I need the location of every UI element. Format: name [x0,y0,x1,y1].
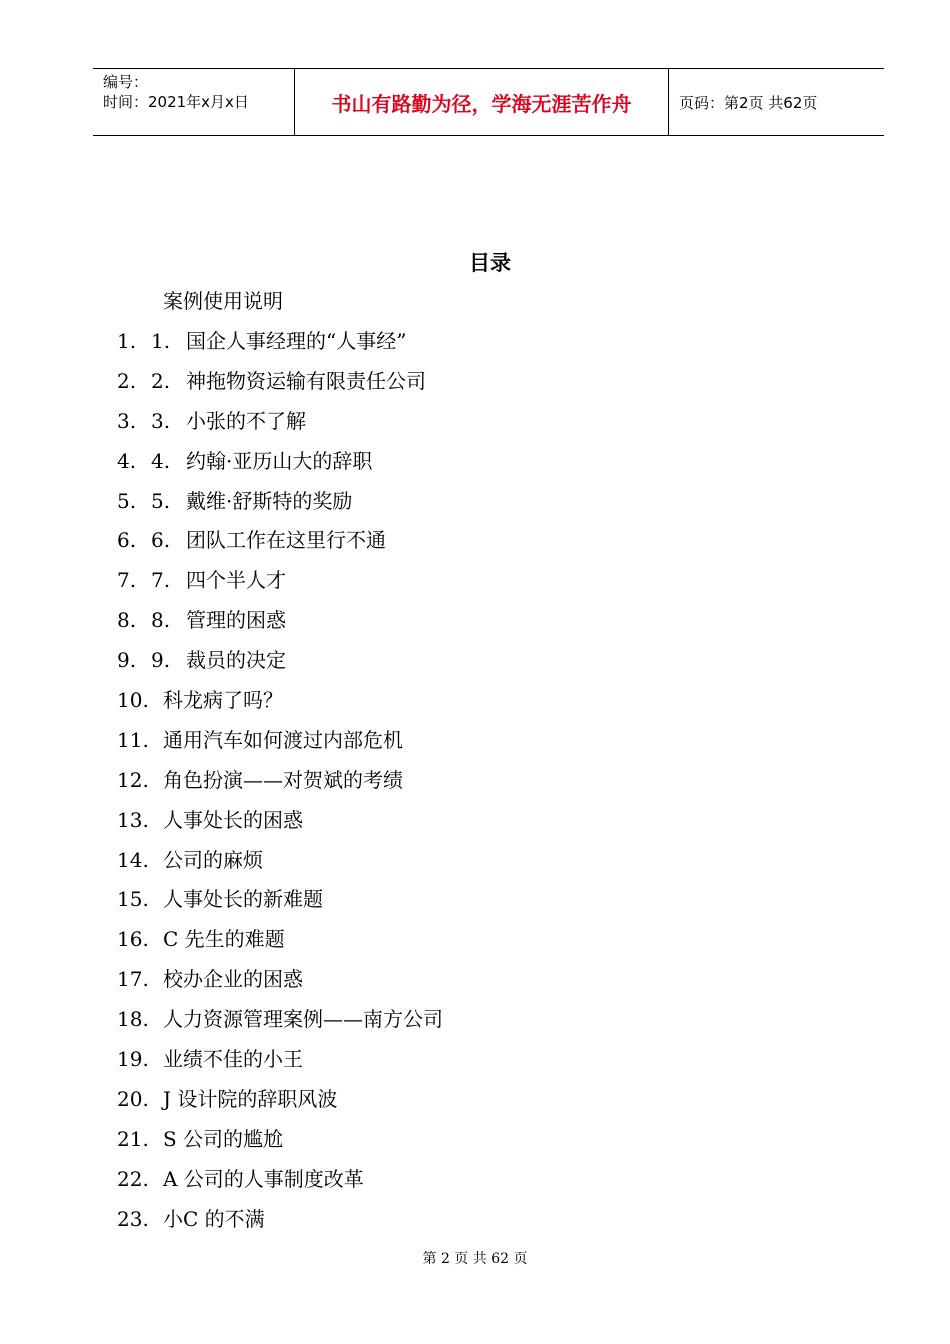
toc-item[interactable] [117,966,443,1006]
toc-item[interactable] [117,408,443,448]
toc-item-number: 13. [117,807,149,832]
toc-item-number: 18. [117,1007,149,1032]
header-motto: 书山有路勤为径，学海无涯苦作舟 [295,69,669,135]
toc-item-title: 国企人事经理的“人事经” [186,329,407,353]
toc-item-subnumber: 8. [151,608,171,633]
page-footer: 第 2 页 共 62 页 [422,1251,528,1267]
page-header [93,68,884,136]
toc-item-number: 16. [117,927,149,952]
header-page-info [669,69,884,135]
header-date: 时间：2021年x月x日 [103,93,249,111]
toc-item[interactable] [117,448,443,488]
toc-item-number: 21. [117,1126,149,1151]
toc-item-number: 11. [117,727,149,752]
toc-item[interactable] [117,1126,443,1166]
toc-item-title: 校办企业的困惑 [163,967,303,992]
toc-item[interactable] [117,727,443,767]
toc-item[interactable] [117,926,443,966]
toc-item[interactable] [117,607,443,647]
toc-item-title: 业绩不佳的小王 [163,1047,303,1072]
toc-item-number: 3. [117,408,137,433]
toc-item-number: 20. [117,1086,149,1111]
toc-item[interactable] [117,1166,443,1206]
toc-item-number: 5. [117,488,137,513]
toc-item-title: A 公司的人事制度改革 [163,1166,364,1191]
toc-item-subnumber: 7. [151,568,171,593]
toc-list [117,328,443,1245]
toc-item-number: 15. [117,887,149,912]
toc-item-title: 神拖物资运输有限责任公司 [186,368,426,393]
toc-item-number: 1. [117,329,137,353]
toc-item[interactable] [117,886,443,926]
toc-item-number: 10. [117,688,149,713]
toc-item-title: 科龙病了吗？ [163,688,283,713]
toc-item[interactable] [117,847,443,887]
toc-item-subnumber: 5. [151,488,171,513]
toc-item[interactable] [117,1006,443,1046]
toc-item-number: 2. [117,368,137,393]
toc-item-title: 小C 的不满 [163,1206,265,1231]
toc-item-number: 12. [117,767,149,792]
toc-item-number: 8. [117,608,137,633]
toc-item[interactable] [117,567,443,607]
toc-item[interactable] [117,687,443,727]
toc-item-number: 22. [117,1166,149,1191]
toc-item-number: 7. [117,568,137,593]
toc-item-subnumber: 4. [151,448,171,473]
toc-item-number: 14. [117,847,149,872]
toc-item-title: 裁员的决定 [186,648,286,673]
toc-item[interactable] [117,1206,443,1246]
toc-item-title: 人事处长的困惑 [163,807,303,832]
toc-item-title: 通用汽车如何渡过内部危机 [163,727,403,752]
toc-item-number: 9. [117,648,137,673]
toc-item[interactable] [117,527,443,567]
toc-item-title: S 公司的尴尬 [163,1126,284,1151]
toc-item-title: 人事处长的新难题 [163,887,323,912]
toc-item[interactable] [117,767,443,807]
toc-item-title: 戴维·舒斯特的奖励 [186,488,353,513]
toc-item-title: 四个半人才 [186,568,286,593]
toc-item[interactable] [117,1086,443,1126]
toc-item[interactable] [117,368,443,408]
toc-item[interactable] [117,807,443,847]
header-page-label: 页码：第2页 共62页 [679,93,818,112]
toc-item[interactable] [117,647,443,687]
toc-item-title: 角色扮演——对贺斌的考绩 [163,767,403,792]
toc-item-subnumber: 6. [151,528,171,553]
toc-item-title: 团队工作在这里行不通 [186,528,386,553]
toc-intro: 案例使用说明 [163,289,283,313]
toc-item-number: 4. [117,448,137,473]
toc-item[interactable] [117,1046,443,1086]
header-meta [93,69,295,135]
header-number-label: 编号： [103,73,149,91]
toc-title: 目录 [469,251,511,275]
toc-item-number: 17. [117,967,149,992]
toc-item-title: C 先生的难题 [163,927,285,952]
toc-item-number: 23. [117,1206,149,1231]
toc-item-subnumber: 9. [151,648,171,673]
toc-item-subnumber: 2. [151,368,171,393]
toc-item-title: 人力资源管理案例——南方公司 [163,1007,443,1032]
toc-item-title: 公司的麻烦 [163,847,263,872]
toc-item[interactable] [117,328,443,368]
toc-item[interactable] [117,488,443,528]
toc-item-number: 19. [117,1047,149,1072]
toc-item-title: 约翰·亚历山大的辞职 [186,448,373,473]
toc-item-subnumber: 3. [151,408,171,433]
toc-item-title: J 设计院的辞职风波 [163,1086,338,1111]
toc-item-title: 小张的不了解 [186,408,306,433]
toc-item-title: 管理的困惑 [186,608,286,633]
toc-item-subnumber: 1. [151,329,171,353]
toc-item-number: 6. [117,528,137,553]
